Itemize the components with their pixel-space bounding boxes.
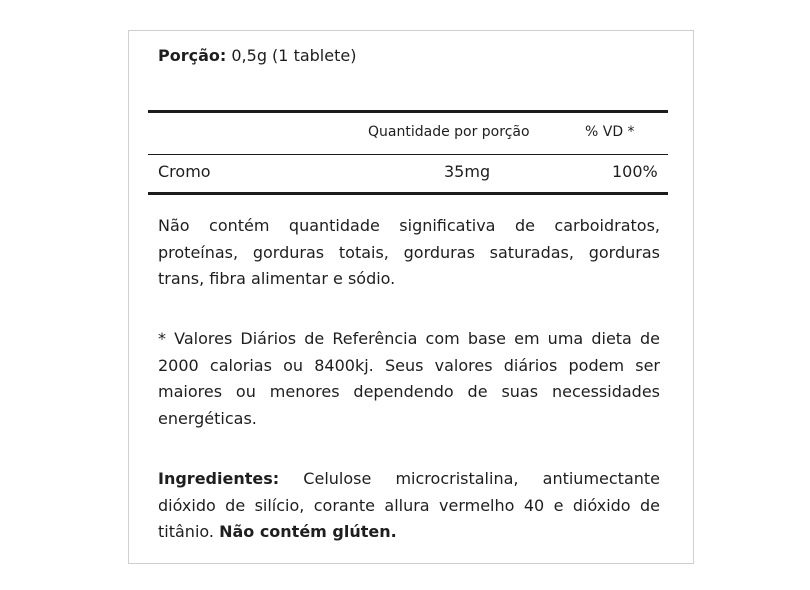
ingredients-label: Ingredientes: (158, 469, 280, 488)
not-significant-note: Não contém quantidade significativa de carboidratos, proteínas, gorduras totais, gorduras saturadas, gorduras trans, fibra alimentar e sódio. (158, 216, 660, 288)
portion-size (158, 46, 356, 65)
ingredients-section (158, 466, 660, 546)
nutrient-daily-value: 100% (612, 162, 658, 181)
table-top-rule (148, 110, 668, 113)
nutrient-quantity: 35mg (444, 162, 491, 181)
header-quantity: Quantidade por porção (368, 124, 530, 140)
table-bottom-rule (148, 192, 668, 195)
portion-label: Porção: (158, 46, 227, 65)
gluten-notice: Não contém glúten. (219, 522, 397, 541)
reference-values-note: * Valores Diários de Referência com base em uma dieta de 2000 calorias ou 8400kj. Seus valores diários podem ser maiores ou menores dependendo de suas necessidades energéticas. (158, 329, 660, 428)
portion-value: 0,5g (1 tablete) (226, 46, 357, 65)
header-daily-value: % VD * (585, 124, 635, 140)
ingredients-text: Celulose microcristalina, antiumectante dióxido de silício, corante allura vermelho 40 e dióxido de titânio. (158, 469, 660, 541)
table-header-rule (148, 154, 668, 155)
nutrient-name: Cromo (158, 162, 211, 181)
